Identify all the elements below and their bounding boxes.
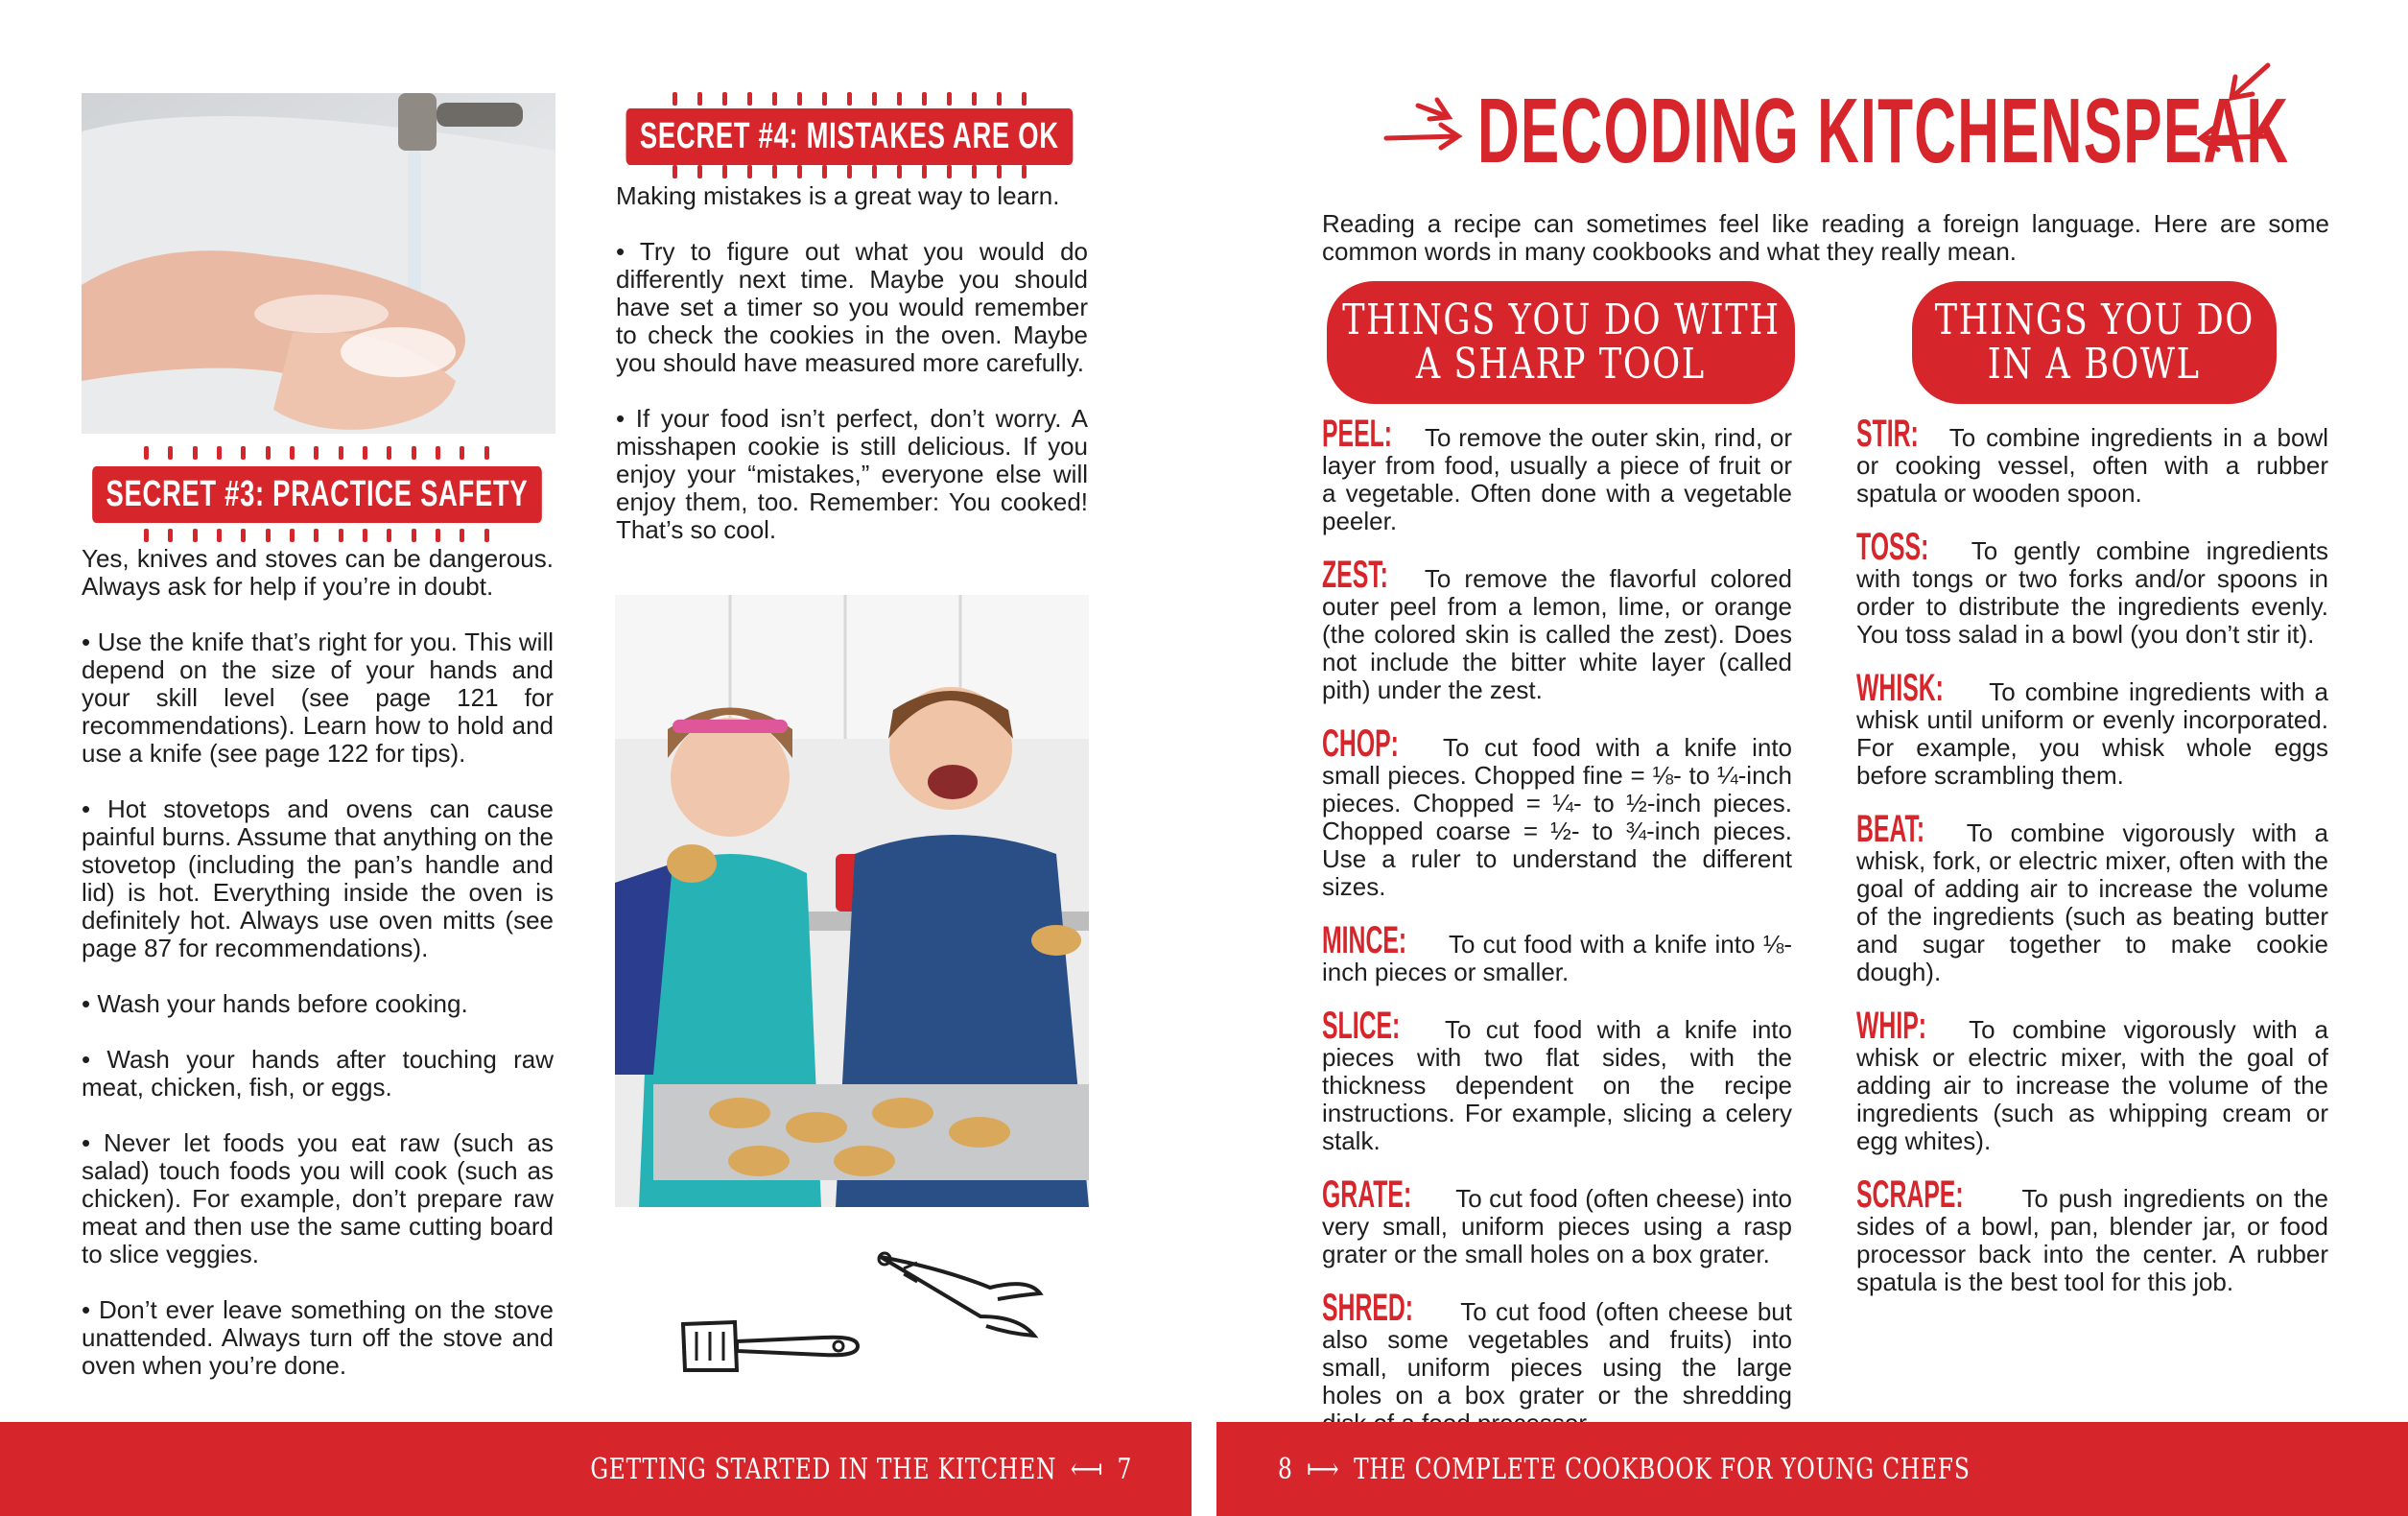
secret-3-title: SECRET #3: PRACTICE SAFETY (92, 466, 542, 523)
section-heading-bowl (1917, 286, 2272, 399)
term-definition: To cut food (often cheese) into very small, uniform pieces using a rasp grater or the small holes on a box grater. (1322, 1184, 1792, 1268)
term-definition: To combine vigorously with a whisk or electric mixer, with the goal of adding air to increase the volume of the ingredients (such as whipping cream or egg whites). (1856, 1015, 2328, 1155)
page-title-block (1381, 59, 2290, 194)
banner-decoration (134, 446, 499, 460)
secret-4-body (616, 182, 1088, 572)
arrow-icon: ⟻ (1070, 1452, 1103, 1486)
term-entry-whisk (1856, 667, 2328, 790)
term-entry-peel (1322, 413, 1792, 535)
term-entry-mince (1322, 919, 1792, 986)
bullet-item: • Hot stovetops and ovens can cause painful burns. Assume that anything on the stovetop (including the pan’s handle and lid) is hot. Everything inside the oven is definitely hot. Always use oven mitts (see page 87 for recommendations). (82, 794, 554, 962)
term-definition: To combine vigorously with a whisk, fork, or electric mixer, often with the goal of adding air to increase the volume of the ingredients (such as beating butter and sugar together to make cookie dough). (1856, 818, 2328, 986)
term-definition: To cut food with a knife into small pieces. Chopped fine = ⅛- to ¼-inch pieces. Chopped = ¼- to ½-inch pieces. Chopped coarse = ½- to ¾-inch pieces. Use a ruler to understand the different sizes. (1322, 733, 1793, 901)
term-definition: To combine ingredients with a whisk until uniform or evenly incorporated. For example, you whisk whole eggs before scrambling them. (1856, 677, 2328, 790)
term-definition: To gently combine ingredients with tongs or two forks and/or spoons in order to distribute the ingredients evenly. You toss salad in a bowl (you don’t stir it). (1856, 536, 2328, 649)
term-entry-slice (1322, 1005, 1792, 1155)
bullet-item: • Try to figure out what you would do differently next time. Maybe you should have set a timer so you would remember to check the cookies in the oven. Maybe you should have measured more carefully. (616, 237, 1088, 377)
footer-chapter-title: GETTING STARTED IN THE KITCHEN (590, 1452, 1057, 1486)
secret-4-banner (624, 92, 1074, 178)
handwashing-photo (82, 93, 555, 434)
section-heading-line: THINGS YOU DO (1934, 296, 2255, 344)
banner-decoration (662, 92, 1036, 106)
term-label: STIR: (1856, 413, 1919, 455)
term-label: PEEL: (1322, 413, 1393, 455)
term-entry-chop (1322, 722, 1793, 901)
term-definition: To combine ingredients in a bowl or cooking vessel, often with a rubber spatula or wooden spoon. (1856, 423, 2328, 508)
page-number: 8 (1278, 1452, 1293, 1486)
term-label: ZEST: (1322, 554, 1388, 596)
section-heading-sharp-tool (1332, 286, 1790, 399)
term-label: WHIP: (1856, 1005, 1927, 1047)
secret-3-intro: Yes, knives and stoves can be dangerous. Always ask for help if you’re in doubt. (82, 544, 554, 601)
arrow-icon: ⟼ (1307, 1452, 1340, 1486)
bowl-terms (1856, 413, 2328, 1322)
term-entry-shred (1322, 1287, 1792, 1437)
banner-decoration (134, 529, 499, 542)
secret-3-banner (96, 446, 537, 542)
term-label: TOSS: (1856, 526, 1929, 568)
arrow-icon (1381, 79, 1468, 155)
page-title: DECODING KITCHENSPEAK (1477, 80, 2290, 182)
term-entry-whip (1856, 1005, 2328, 1155)
page-number: 7 (1117, 1452, 1132, 1486)
term-label: BEAT: (1856, 808, 1925, 850)
section-heading-line: IN A BOWL (1988, 340, 2201, 389)
secret-4-title: SECRET #4: MISTAKES ARE OK (626, 108, 1073, 165)
term-label: SLICE: (1322, 1005, 1401, 1047)
section-heading-line: A SHARP TOOL (1415, 340, 1706, 389)
term-label: SCRAPE: (1856, 1173, 1964, 1216)
section-heading-line: THINGS YOU DO WITH (1341, 296, 1781, 344)
left-page-footer (0, 1422, 1192, 1516)
bullet-item: • Never let foods you eat raw (such as salad) touch foods you will cook (such as chicken). For example, don’t prepare raw meat and then use the same cutting board to slice veggies. (82, 1128, 554, 1268)
term-entry-stir (1856, 413, 2328, 508)
term-label: CHOP: (1322, 722, 1399, 765)
bullet-item: • Wash your hands after touching raw meat, chicken, fish, or eggs. (82, 1045, 554, 1101)
term-definition: To remove the flavorful colored outer peel from a lemon, lime, or orange (the colored skin is called the zest). Does not include the bitter white layer (called pith) under the zest. (1322, 564, 1792, 704)
right-page-footer (1216, 1422, 2408, 1516)
page-intro: Reading a recipe can sometimes feel like reading a foreign language. Here are some common words in many cookbooks and what they really mean. (1322, 209, 2329, 266)
term-entry-grate (1322, 1173, 1792, 1268)
footer-book-title: THE COMPLETE COOKBOOK FOR YOUNG CHEFS (1353, 1452, 1971, 1486)
secret-3-body (82, 545, 554, 1408)
bullet-item: • Use the knife that’s right for you. This will depend on the size of your hands and your skill level (see page 121 for recommendations). Learn how to hold and use a knife (see page 122 for tips). (82, 628, 554, 768)
term-label: MINCE: (1322, 919, 1407, 961)
term-definition: To cut food (often cheese but also some vegetables and fruits) into small, uniform pieces using the large holes on a box grater or the shredding (1322, 1297, 1792, 1409)
secret-4-intro: Making mistakes is a great way to learn. (616, 181, 1060, 210)
spatula-icon (679, 1316, 862, 1376)
term-definition: To push ingredients on the sides of a bowl, pan, blender jar, or food processor back into the center. A rubber spatula is the best tool for this job. (1856, 1184, 2328, 1296)
arrow-icon (2185, 59, 2274, 155)
term-definition: To cut food with a knife into ⅛-inch pieces or smaller. (1322, 930, 1792, 986)
bullet-item: • Wash your hands before cooking. (82, 989, 468, 1018)
banner-decoration (662, 165, 1036, 178)
bullet-item: • If your food isn’t perfect, don’t worry. A misshapen cookie is still delicious. If you enjoy your “mistakes,” everyone else will enjoy them, too. Remember: You cooked! That’s so cool. (616, 404, 1088, 544)
tongs-icon (875, 1249, 1048, 1345)
term-entry-beat (1856, 808, 2328, 986)
term-label: GRATE: (1322, 1173, 1412, 1216)
term-definition: To remove the outer skin, rind, or layer from food, usually a piece of fruit or a vegetable. Often done with a vegetable peeler. (1322, 423, 1792, 535)
kids-cookies-photo (615, 595, 1089, 1207)
term-label: SHRED: (1322, 1287, 1414, 1329)
term-entry-scrape (1856, 1173, 2328, 1296)
term-entry-toss (1856, 526, 2328, 649)
sharp-tool-terms (1322, 413, 1793, 1463)
bullet-item: • Don’t ever leave something on the stove unattended. Always turn off the stove and oven when you’re done. (82, 1295, 554, 1380)
term-definition: To cut food with a knife into pieces with two flat sides, with the thickness dependent on the recipe instructions. For example, slicing a celery stalk. (1322, 1015, 1792, 1155)
term-entry-zest (1322, 554, 1792, 704)
term-label: WHISK: (1856, 667, 1944, 709)
